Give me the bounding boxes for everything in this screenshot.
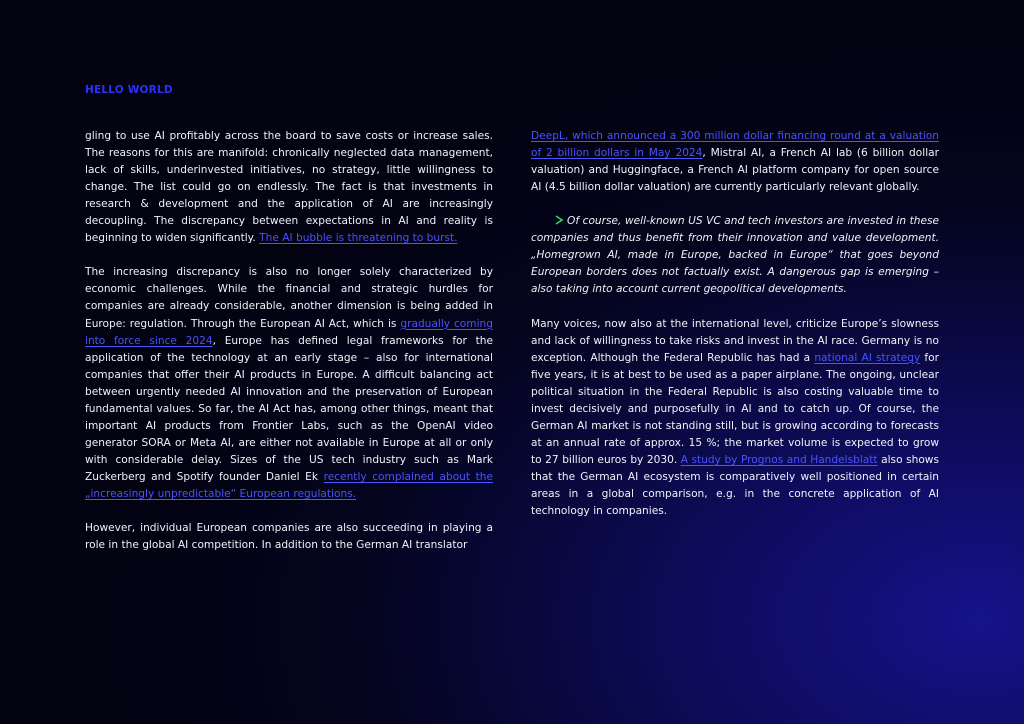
link-regulation-complaint[interactable]: recently complained about the „increasingly unpredictable“ European regulations. bbox=[85, 470, 493, 500]
paragraph-text: , Mistral AI, a French AI lab (6 billion dollar valuation) and Huggingface, a French AI platform company for open source AI (4.5 billion dollar valuation) are currently particularly relevant globally. bbox=[531, 147, 939, 194]
link-ai-bubble[interactable]: The AI bubble is threatening to burst. bbox=[259, 232, 458, 245]
left-column bbox=[85, 128, 493, 571]
paragraph-text: gling to use AI profitably across the board to save costs or increase sales. The reasons for this are manifold: chronically neglected data management, lack of skills, underinvested initiatives, no strategy, little willingness to change. The list could go on endlessly. The fact is that investments in research & development and the application of AI are increasingly decoupling. The discrepancy between expectations in AI and reality is beginning to widen significantly. bbox=[85, 130, 493, 245]
paragraph-text: , Europe has defined legal frameworks for the application of the technology at an early stage – also for international companies that offer their AI products in Europe. A difficult balancing act between urgently needed AI innovation and the preservation of European fundamental values. So far, the AI Act has, among other things, meant that important AI products from Frontier Labs, such as the OpenAI video generator SORA or Meta AI, are either not available in Europe at all or only with considerable delay. Sizes of the US tech industry such as Mark Zuckerberg and Spotify founder Daniel Ek bbox=[85, 334, 493, 483]
quote-text: Of course, well-known US VC and tech investors are invested in these companies and thus benefit from their innovation and value development. „Homegrown AI, made in Europe, backed in Europe“ that goes beyond European borders does not factually exist. A dangerous gap is emerging – also taking into account current geopolitical developments. bbox=[531, 215, 939, 296]
paragraph-text: Many voices, now also at the international level, criticize Europe’s slowness and lack of willingness to take risks and invest in the AI race. Germany is no exception. Although the Federal Republic has had a bbox=[531, 317, 939, 364]
link-prognos-study[interactable]: A study by Prognos and Handelsblatt bbox=[680, 453, 878, 466]
paragraph-text: However, individual European companies are also succeeding in playing a role in the global AI competition. In addition to the German AI translator bbox=[85, 522, 493, 552]
paragraph-text: for five years, it is at best to be used as a paper airplane. The ongoing, unclear political situation in the Federal Republic is also costing valuable time to invest decisively and purposefully in AI and to catch up. Of course, the German AI market is not standing still, but is growing according to forecasts at an annual rate of approx. 15 %; the market volume is expected to grow to 27 billion euros by 2030. bbox=[531, 351, 940, 466]
paragraph-european-players bbox=[531, 128, 939, 196]
section-header: HELLO WORLD bbox=[85, 84, 173, 96]
right-column bbox=[531, 128, 939, 537]
link-deepl-funding[interactable]: DeepL, which announced a 300 million dollar financing round at a valuation of 2 billion dollars in May 2024 bbox=[531, 130, 939, 160]
paragraph-germany bbox=[531, 316, 939, 521]
link-ai-act-2024[interactable]: gradually coming into force since 2024 bbox=[85, 317, 493, 347]
link-national-ai-strategy[interactable]: national AI strategy bbox=[814, 351, 921, 364]
paragraph-text: The increasing discrepancy is also no longer solely characterized by economic challenges. While the financial and strategic hurdles for companies are already considerable, another dimension is being added in Europe: regulation. Through the European AI Act, which is bbox=[85, 266, 493, 330]
paragraph-ai-profitability bbox=[85, 128, 493, 247]
paragraph-regulation bbox=[85, 264, 493, 503]
arrow-right-icon bbox=[531, 215, 565, 225]
paragraph-european-companies bbox=[85, 520, 493, 554]
quote-block bbox=[531, 213, 939, 298]
paragraph-text: also shows that the German AI ecosystem is comparatively well positioned in certain areas in a global comparison, e.g. in the concrete application of AI technology in companies. bbox=[531, 453, 939, 518]
